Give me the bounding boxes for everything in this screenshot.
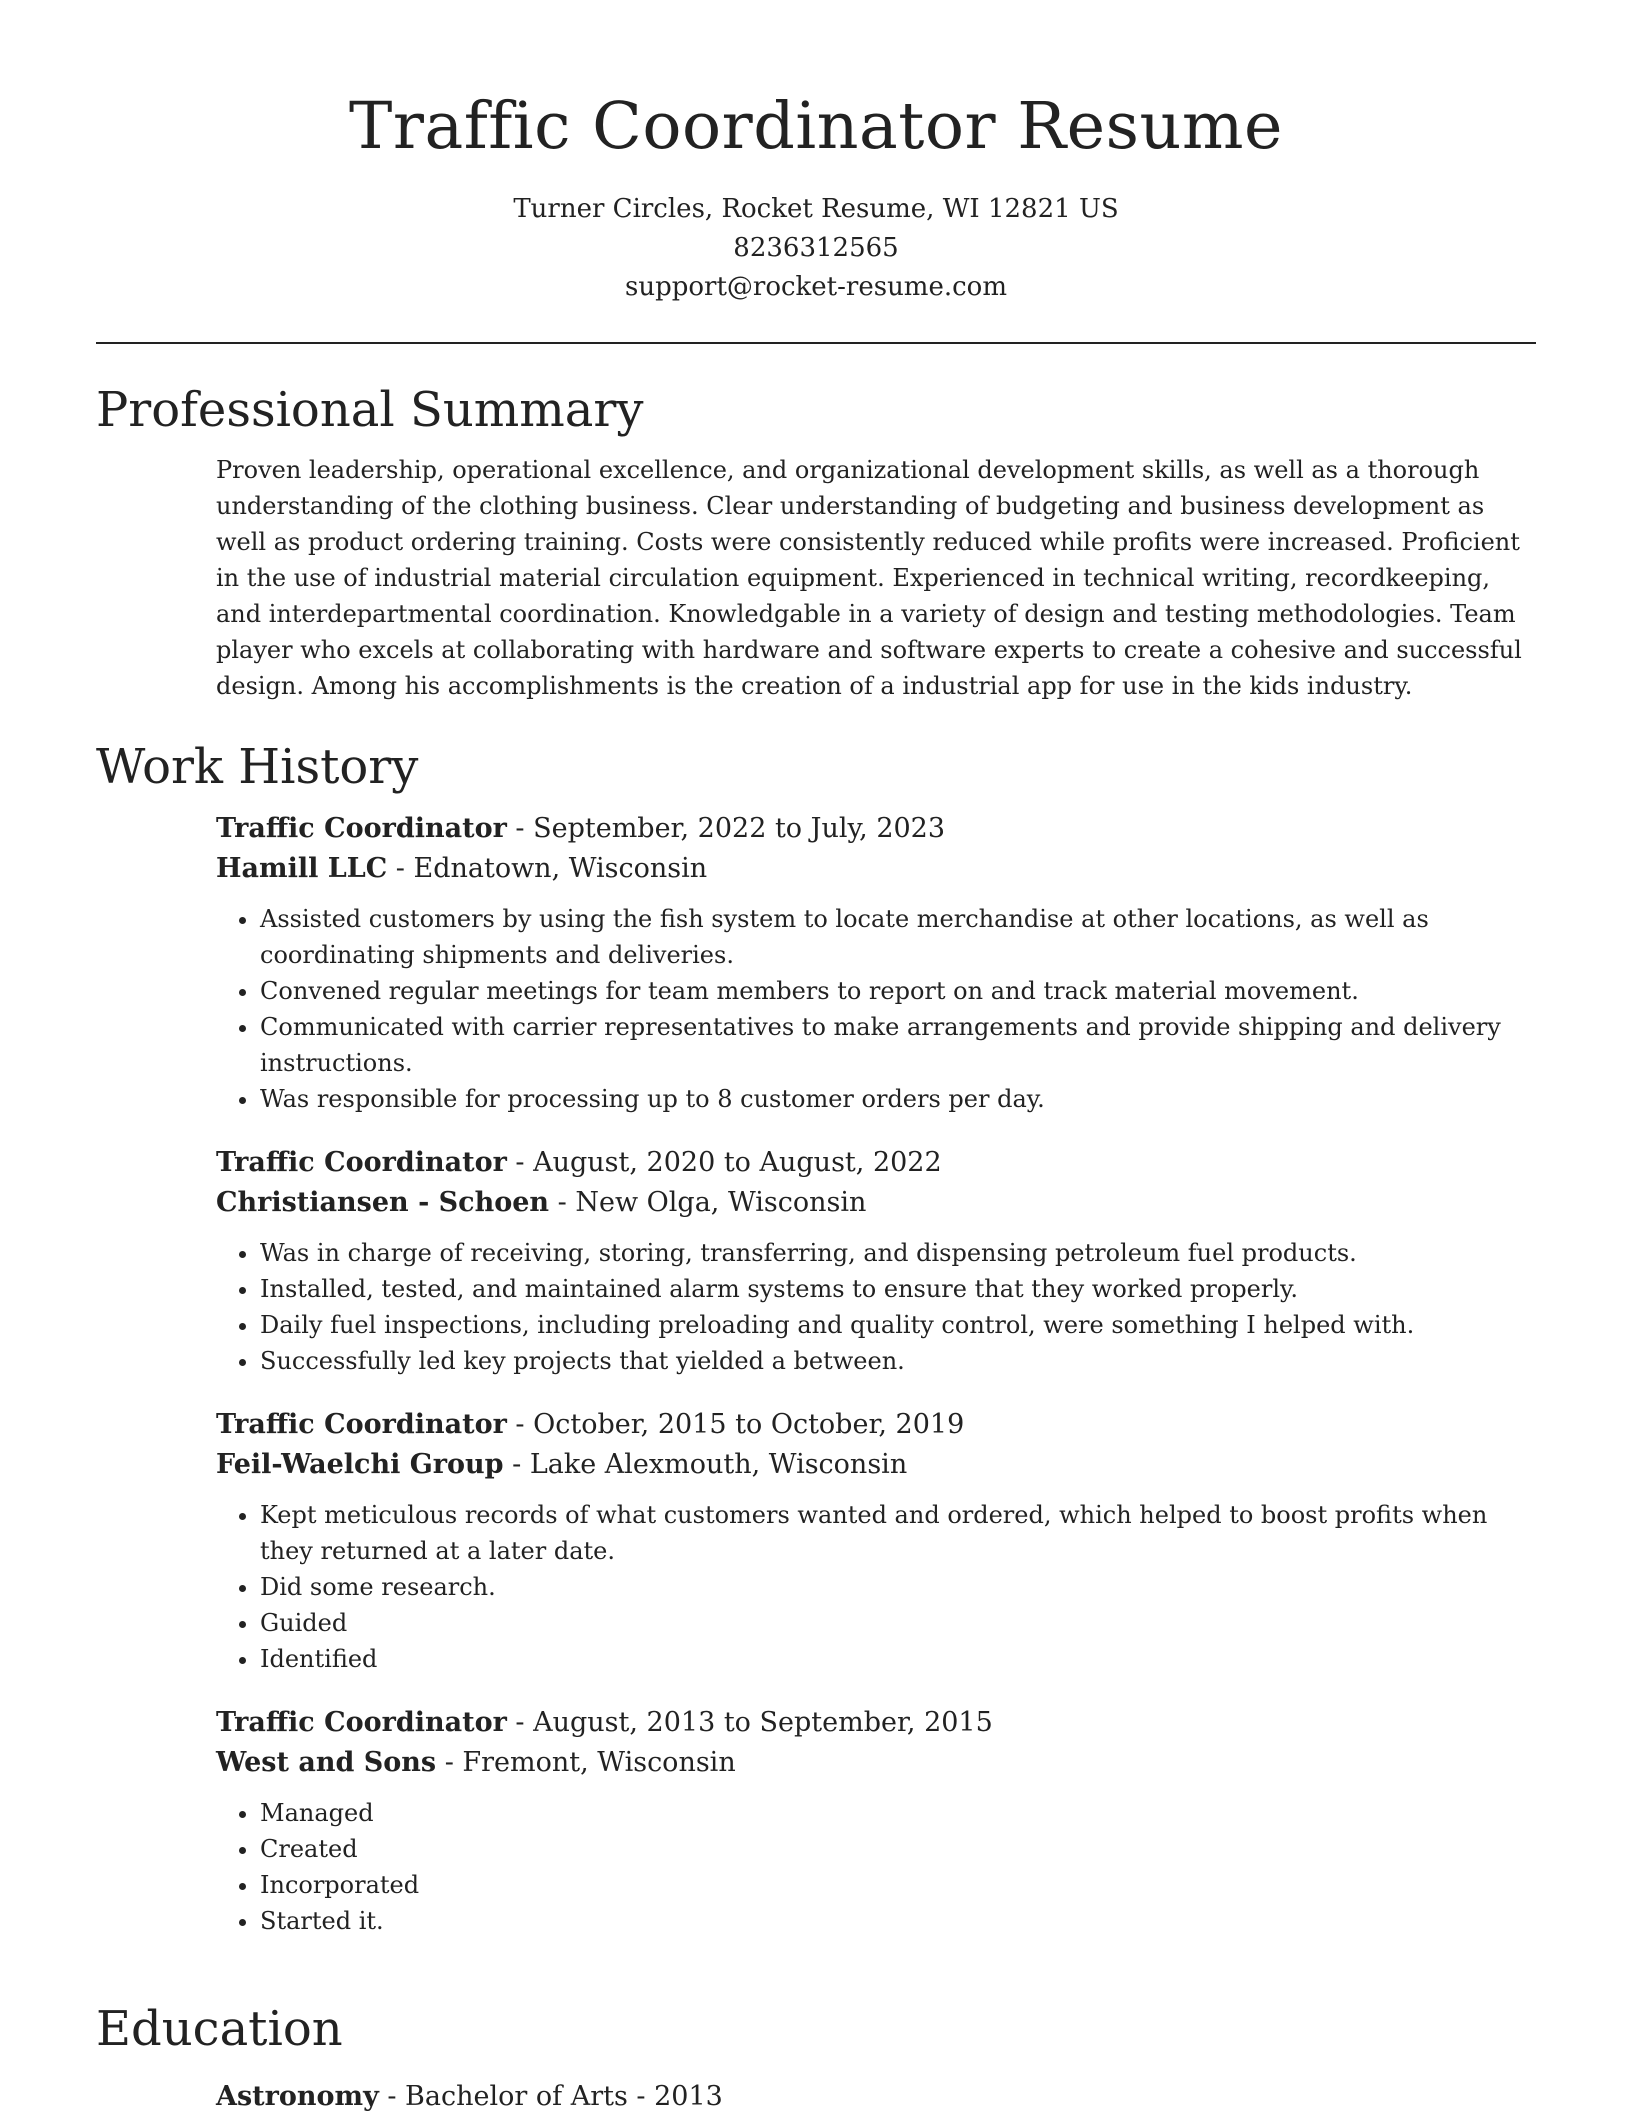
job-title: Traffic Coordinator <box>216 1707 507 1738</box>
education-heading: Education <box>96 2001 343 2057</box>
job-company-line <box>216 1743 1536 1783</box>
work-history-section <box>96 737 1536 1939</box>
job-bullet: • Managed <box>260 1795 1536 1831</box>
job-dates: - September, 2022 to July, 2023 <box>506 813 946 844</box>
education-entry <box>216 2077 1536 2117</box>
header-divider <box>96 342 1536 344</box>
contact-address: Turner Circles, Rocket Resume, WI 12821 US <box>513 194 1119 224</box>
job-bullet-list <box>216 901 1536 1117</box>
job-bullet: • Communicated with carrier representatives to make arrangements and provide shipping and delivery instructions. <box>260 1009 1536 1081</box>
job-dates: - August, 2020 to August, 2022 <box>506 1147 942 1178</box>
resume-title: Traffic Coordinator Resume <box>349 89 1283 164</box>
resume-header <box>0 82 1632 307</box>
job-location: - Fremont, Wisconsin <box>436 1747 736 1778</box>
job-title: Traffic Coordinator <box>216 813 507 844</box>
contact-phone: 8236312565 <box>733 233 899 263</box>
job-entry <box>216 1703 1536 1939</box>
job-entry <box>216 1405 1536 1677</box>
job-bullet: • Incorporated <box>260 1867 1536 1903</box>
job-location: - Ednatown, Wisconsin <box>387 853 708 884</box>
summary-section <box>96 380 1536 704</box>
job-bullet: • Identified <box>260 1641 1536 1677</box>
job-bullet: • Started it. <box>260 1903 1536 1939</box>
job-company: Hamill LLC <box>216 853 388 884</box>
job-location: - Lake Alexmouth, Wisconsin <box>503 1449 908 1480</box>
job-bullet: • Guided <box>260 1605 1536 1641</box>
summary-text: Proven leadership, operational excellence, and organizational development skills, as well as a thorough understanding of the clothing business. Clear understanding of budgeting and business development as well as product ordering training. Costs were consistently reduced while profits were increased. Proficient in the use of industrial material circulation equipment. Experienced in technical writing, recordkeeping, and interdepartmental coordination. Knowledgable in a variety of design and testing methodologies. Team player who excels at collaborating with hardware and software experts to create a cohesive and successful design. Among his accomplishments is the creation of a industrial app for use in the kids industry. <box>216 456 1522 700</box>
job-entry <box>216 1143 1536 1379</box>
job-bullet: • Installed, tested, and maintained alarm systems to ensure that they worked properly. <box>260 1271 1536 1307</box>
job-bullet: • Kept meticulous records of what customers wanted and ordered, which helped to boost profits when they returned at a later date. <box>260 1497 1536 1569</box>
summary-heading: Professional Summary <box>96 382 644 438</box>
job-title-line <box>216 1703 1536 1743</box>
job-bullet: • Was in charge of receiving, storing, transferring, and dispensing petroleum fuel products. <box>260 1235 1536 1271</box>
job-company-line <box>216 1183 1536 1223</box>
job-dates: - October, 2015 to October, 2019 <box>506 1409 965 1440</box>
job-bullet: • Assisted customers by using the fish system to locate merchandise at other locations, as well as coordinating shipments and deliveries. <box>260 901 1536 973</box>
job-bullet-list <box>216 1235 1536 1379</box>
job-bullet-list <box>216 1795 1536 1939</box>
job-bullet: • Successfully led key projects that yielded a between. <box>260 1343 1536 1379</box>
education-degree-year: - Bachelor of Arts - 2013 <box>378 2081 723 2112</box>
job-title: Traffic Coordinator <box>216 1147 507 1178</box>
contact-email: support@rocket-resume.com <box>624 272 1007 302</box>
job-company: West and Sons <box>216 1747 437 1778</box>
education-section <box>96 1999 1536 2117</box>
job-bullet: • Did some research. <box>260 1569 1536 1605</box>
job-company: Feil-Waelchi Group <box>216 1449 504 1480</box>
job-location: - New Olga, Wisconsin <box>549 1187 867 1218</box>
job-company-line <box>216 849 1536 889</box>
job-dates: - August, 2013 to September, 2015 <box>506 1707 993 1738</box>
job-bullet: • Was responsible for processing up to 8 customer orders per day. <box>260 1081 1536 1117</box>
job-entry <box>216 809 1536 1117</box>
job-bullet: • Convened regular meetings for team members to report on and track material movement. <box>260 973 1536 1009</box>
education-field: Astronomy <box>216 2081 379 2112</box>
job-company: Christiansen - Schoen <box>216 1187 550 1218</box>
work-history-heading: Work History <box>96 739 419 795</box>
job-bullet-list <box>216 1497 1536 1677</box>
job-bullet: • Created <box>260 1831 1536 1867</box>
job-title-line <box>216 809 1536 849</box>
job-title: Traffic Coordinator <box>216 1409 507 1440</box>
job-title-line <box>216 1143 1536 1183</box>
job-bullet: • Daily fuel inspections, including preloading and quality control, were something I helped with. <box>260 1307 1536 1343</box>
job-title-line <box>216 1405 1536 1445</box>
job-company-line <box>216 1445 1536 1485</box>
